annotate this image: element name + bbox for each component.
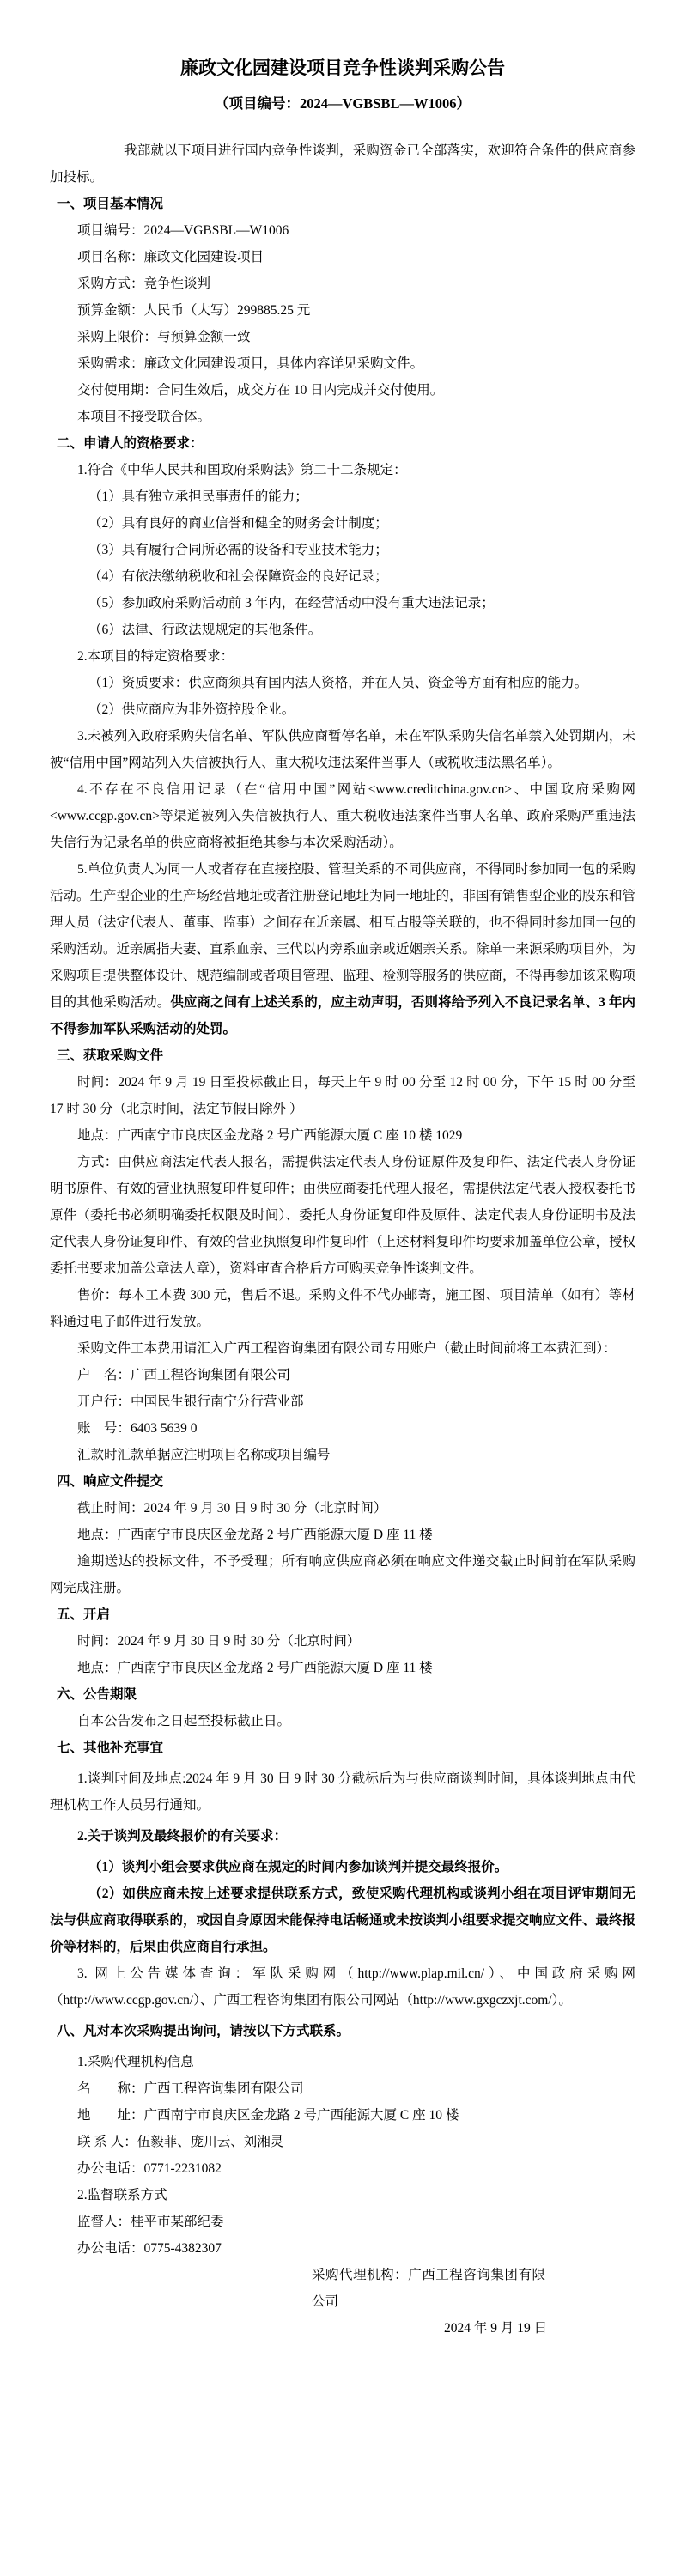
paragraph: 地点：广西南宁市良庆区金龙路 2 号广西能源大厦 D 座 11 楼 xyxy=(77,1661,433,1675)
list-item: （1）资质要求：供应商须具有国内法人资格，并在人员、资金等方面有相应的能力。 xyxy=(88,676,588,690)
paragraph: 1.谈判时间及地点:2024 年 9 月 30 日 9 时 30 分截标后为与供应商谈判时间，具体谈判地点由代理机构工作人员另行通知。 xyxy=(50,1771,635,1813)
list-item: （1）具有独立承担民事责任的能力； xyxy=(88,489,308,504)
paragraph: 3.未被列入政府采购失信名单、军队供应商暂停名单，未在军队采购失信名单禁入处罚期内，未被“信用中国”网站列入失信被执行人、重大税收违法案件当事人（或税收违法黑名单）。 xyxy=(50,729,635,770)
paragraph: 开户行：中国民生银行南宁分行营业部 xyxy=(77,1394,304,1409)
document-subtitle: （项目编号：2024—VGBSBL—W1006） xyxy=(215,95,471,112)
paragraph: 采购文件工本费用请汇入广西工程咨询集团有限公司专用账户（截止时间前将工本费汇到）： xyxy=(77,1341,617,1356)
paragraph: 3. 网上公告媒体查询：军队采购网（http://www.plap.mil.cn/）、中国政府采购网（http://www.ccgp.gov.cn/）、广西工程咨询集团有限公司网站（http://www.gxgczxjt.com/）。 xyxy=(50,1966,635,2008)
paragraph: 办公电话：0771-2231082 xyxy=(77,2161,222,2176)
paragraph: 4.不存在不良信用记录（在“信用中国”网站<www.creditchina.gov.cn>、中国政府采购网<www.ccgp.gov.cn>等渠道被列入失信被执行人、重大税收违法案件当事人名单、政府采购严重违法失信行为记录名单的供应商将被拒绝其参与本次采购活动）。 xyxy=(50,782,635,850)
paragraph: 户 名：广西工程咨询集团有限公司 xyxy=(77,1368,291,1382)
paragraph: 时间：2024 年 9 月 19 日至投标截止日，每天上午 9 时 00 分至 12 时 00 分，下午 15 时 00 分至 17 时 30 分（北京时间，法定节假日除外 ） xyxy=(50,1075,635,1116)
issue-date: 2024 年 9 月 19 日 xyxy=(444,2321,548,2336)
paragraph: 名 称：广西工程咨询集团有限公司 xyxy=(77,2081,304,2096)
intro-paragraph: 我部就以下项目进行国内竞争性谈判，采购资金已全部落实，欢迎符合条件的供应商参加投标。 xyxy=(50,143,635,185)
paragraph: 采购上限价：与预算金额一致 xyxy=(77,330,251,344)
paragraph: 2.本项目的特定资格要求： xyxy=(77,649,234,664)
paragraph: 地点：广西南宁市良庆区金龙路 2 号广西能源大厦 D 座 11 楼 xyxy=(77,1528,433,1542)
paragraph: 2.关于谈判及最终报价的有关要求： xyxy=(77,1829,288,1844)
paragraph: 账 号：6403 5639 0 xyxy=(77,1421,198,1436)
list-item: （3）具有履行合同所必需的设备和专业技术能力； xyxy=(88,543,388,557)
paragraph: 项目编号：2024—VGBSBL—W1006 xyxy=(77,223,289,238)
agency-signature: 采购代理机构：广西工程咨询集团有限公司 xyxy=(312,2268,545,2309)
section-heading: 三、获取采购文件 xyxy=(57,1048,164,1063)
paragraph: 交付使用期：合同生效后，成交方在 10 日内完成并交付使用。 xyxy=(77,383,444,398)
section-heading: 一、项目基本情况 xyxy=(57,197,164,211)
paragraph: 逾期送达的投标文件，不予受理；所有响应供应商必须在响应文件递交截止时间前在军队采购网完成注册。 xyxy=(50,1554,635,1595)
paragraph: 联 系 人：伍毅菲、庞川云、刘湘灵 xyxy=(77,2135,284,2149)
paragraph: 方式：由供应商法定代表人报名，需提供法定代表人身份证原件及复印件、法定代表人身份证明书原件、有效的营业执照复印件复印件；由供应商委托代理人报名，需提供法定代表人授权委托书原件（委托书必须明确委托权限及时间）、委托人身份证复印件及原件、法定代表人身份证明书及法定代表人身份证复印件、有效的营业执照复印件复印件（上述材料复印件均要求加盖单位公章，授权委托书要求加盖公章法人章），资料审查合格后方可购买竞争性谈判文件。 xyxy=(50,1155,636,1276)
list-item: （2）具有良好的商业信誉和健全的财务会计制度； xyxy=(88,516,388,531)
paragraph: 2.监督联系方式 xyxy=(77,2188,167,2202)
list-item: （5）参加政府采购活动前 3 年内，在经营活动中没有重大违法记录； xyxy=(88,596,495,611)
paragraph: 5.单位负责人为同一人或者存在直接控股、管理关系的不同供应商，不得同时参加同一包的采购活动。生产型企业的生产场经营地址或者注册登记地址为同一地址的，非国有销售型企业的股东和管理人员（法定代表人、董事、监事）之间存在近亲属、相互占股等关联的，也不得同时参加同一包的采购活动。近亲属指夫妻、直系血亲、三代以内旁系血亲或近姻亲关系。除单一来源采购项目外，为采购项目提供整体设计、规范编制或者项目管理、监理、检测等服务的供应商，不得再参加该采购项目的其他采购活动。供应商之间有上述关系的，应主动声明，否则将给予列入不良记录名单、3 年内不得参加军队采购活动的处罚。 xyxy=(50,862,636,1036)
paragraph: 项目名称：廉政文化园建设项目 xyxy=(77,250,264,264)
paragraph: 1.采购代理机构信息 xyxy=(77,2055,194,2069)
paragraph: 采购方式：竞争性谈判 xyxy=(77,276,211,291)
section-heading: 二、申请人的资格要求： xyxy=(57,436,204,451)
list-item: （6）法律、行政法规规定的其他条件。 xyxy=(88,623,322,637)
paragraph: 1.符合《中华人民共和国政府采购法》第二十二条规定： xyxy=(77,463,407,477)
section-heading: 五、开启 xyxy=(57,1607,111,1622)
paragraph: 监督人：桂平市某部纪委 xyxy=(77,2215,224,2229)
paragraph: 截止时间：2024 年 9 月 30 日 9 时 30 分（北京时间） xyxy=(77,1501,387,1516)
paragraph: 自本公告发布之日起至投标截止日。 xyxy=(77,1714,291,1728)
paragraph: 地 址：广西南宁市良庆区金龙路 2 号广西能源大厦 C 座 10 楼 xyxy=(77,2108,459,2123)
paragraph: 售价：每本工本费 300 元，售后不退。采购文件不代办邮寄，施工图、项目清单（如有）等材料通过电子邮件进行发放。 xyxy=(50,1288,635,1329)
paragraph: 办公电话：0775-4382307 xyxy=(77,2241,222,2256)
section-heading: 八、凡对本次采购提出询问，请按以下方式联系。 xyxy=(57,2024,350,2038)
document-footer xyxy=(50,2262,635,2342)
document-title: 廉政文化园建设项目竞争性谈判采购公告 xyxy=(180,58,505,78)
document-body xyxy=(50,137,635,2262)
paragraph: 地点：广西南宁市良庆区金龙路 2 号广西能源大厦 C 座 10 楼 1029 xyxy=(77,1128,463,1143)
paragraph: 采购需求：廉政文化园建设项目，具体内容详见采购文件。 xyxy=(77,356,424,371)
section-heading: 七、其他补充事宜 xyxy=(57,1741,164,1755)
list-item: （1）谈判小组会要求供应商在规定的时间内参加谈判并提交最终报价。 xyxy=(88,1860,508,1874)
paragraph: 预算金额：人民币（大写）299885.25 元 xyxy=(77,303,311,318)
section-heading: 四、响应文件提交 xyxy=(57,1474,164,1489)
paragraph: 本项目不接受联合体。 xyxy=(77,410,211,424)
list-item: （4）有依法缴纳税收和社会保障资金的良好记录； xyxy=(88,569,388,584)
paragraph: 汇款时汇款单据应注明项目名称或项目编号 xyxy=(77,1448,331,1462)
list-item: （2）供应商应为非外资控股企业。 xyxy=(88,702,295,717)
paragraph: 时间：2024 年 9 月 30 日 9 时 30 分（北京时间） xyxy=(77,1634,361,1649)
section-heading: 六、公告期限 xyxy=(57,1687,137,1702)
list-item: （2）如供应商未按上述要求提供联系方式，致使采购代理机构或谈判小组在项目评审期间无法与供应商取得联系的，或因自身原因未能保持电话畅通或未按谈判小组要求提交响应文件、最终报价等材料的，后果由供应商自行承担。 xyxy=(50,1886,636,1954)
